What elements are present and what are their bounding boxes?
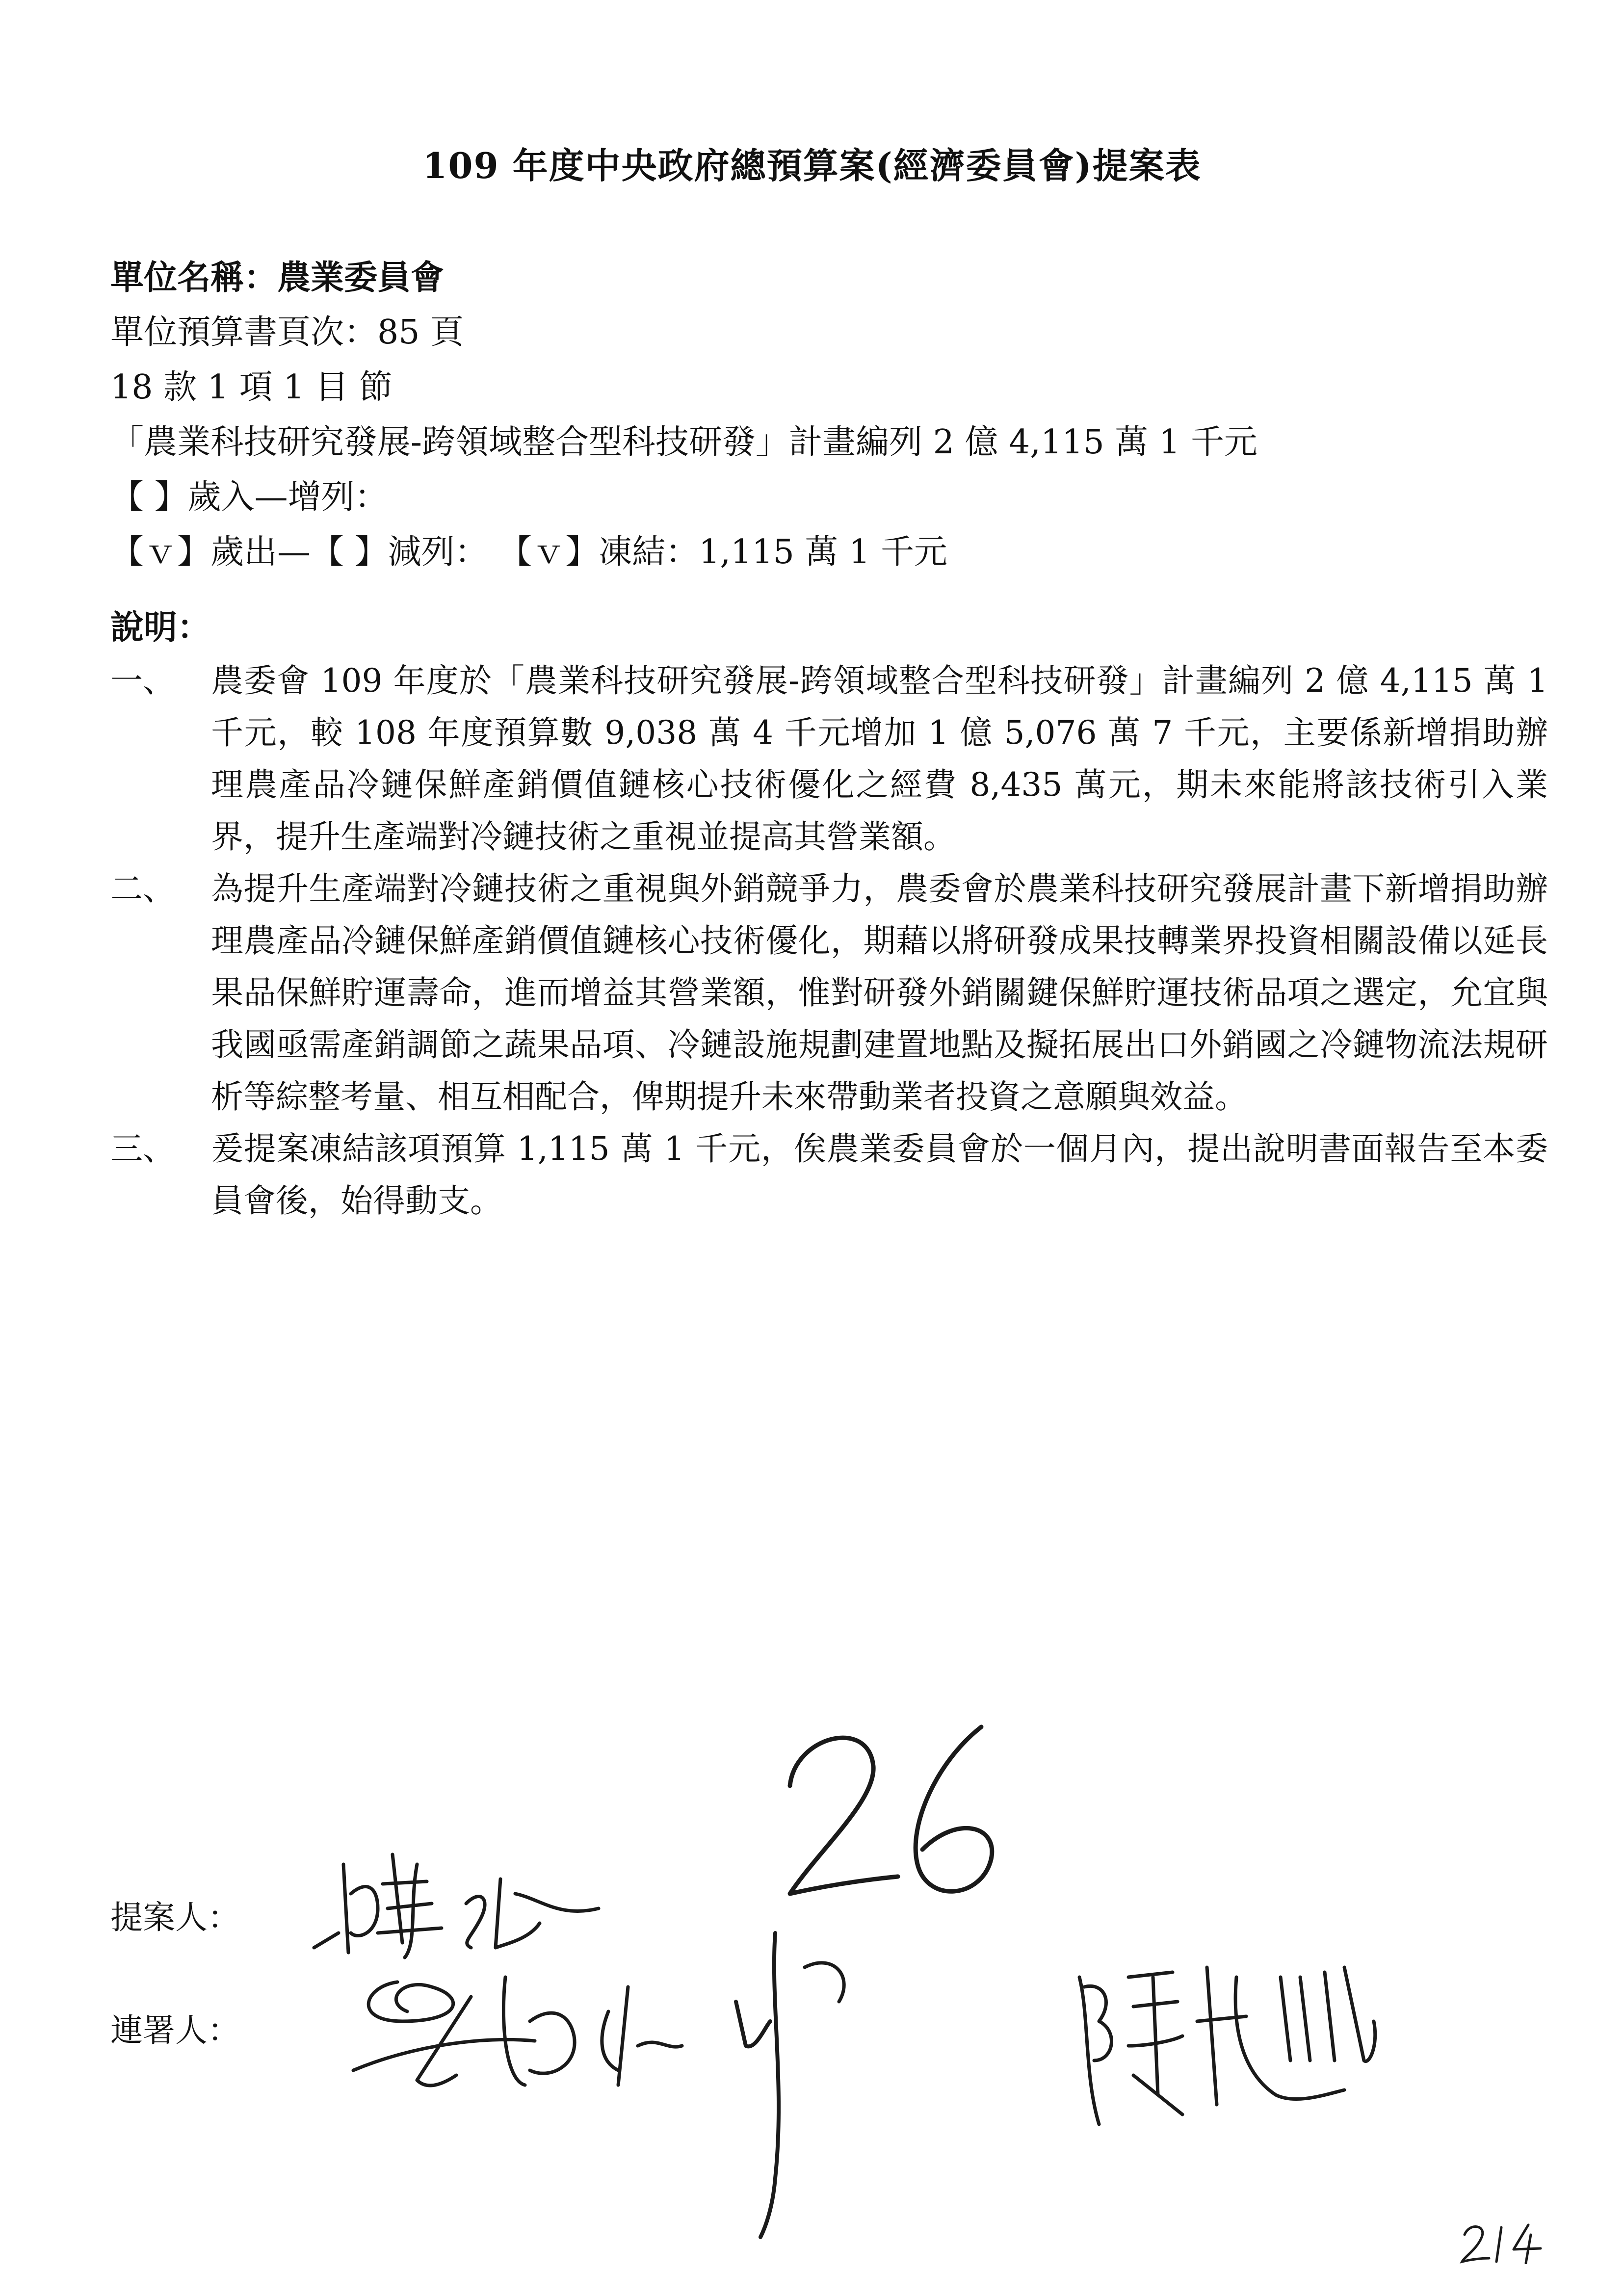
item-reference: 18 款 1 項 1 目 節 <box>110 368 393 407</box>
item-number: 二、 <box>110 870 175 908</box>
item-text: 農委會 109 年度於「農業科技研究發展-跨領域整合型科技研發」計畫編列 2 億 4,115 萬 1 千元，較 108 年度預算數 9,038 萬 4 千元增加 1 億 5,076 萬 7 千元，主要係新增捐助辦理農產品冷鏈保鮮產銷價值鏈核心技術優化之經費 8,435 萬元，期未來能將該技術引入業界，提升生產端對冷鏈技術之重視並提高其營業額。 <box>211 662 1548 856</box>
explanation-label: 說明： <box>110 608 211 647</box>
cosigner-label: 連署人： <box>110 2011 240 2049</box>
document-title: 109 年度中央政府總預算案(經濟委員會)提案表 <box>422 145 1202 186</box>
explanation-item <box>110 1123 1548 1227</box>
program-amount: 「農業科技研究發展-跨領域整合型科技研發」計畫編列 2 億 4,115 萬 1 千元 <box>110 423 1257 462</box>
explanation-item <box>110 863 1548 1123</box>
item-text: 為提升生產端對冷鏈技術之重視與外銷競爭力，農委會於農業科技研究發展計畫下新增捐助辦理農產品冷鏈保鮮產銷價值鏈核心技術優化，期藉以將研發成果技轉業界投資相關設備以延長果品保鮮貯運壽命，進而增益其營業額，惟對研發外銷關鍵保鮮貯運技術品項之選定，允宜與我國亟需產銷調節之蔬果品項、冷鏈設施規劃建置地點及擬拓展出口外銷國之冷鏈物流法規研析等綜整考量、相互相配合，俾期提升未來帶動業者投資之意願與效益。 <box>211 870 1548 1116</box>
cosigner-signature-2 <box>1070 1948 1384 2144</box>
header-block <box>110 250 1533 580</box>
item-number: 三、 <box>110 1130 175 1168</box>
page-number <box>1460 2220 1543 2264</box>
revenue-line: 【 】歲入—增列： <box>110 478 388 517</box>
expenditure-line: 【ｖ】歲出—【 】減列： 【ｖ】凍結：1,115 萬 1 千元 <box>110 533 948 572</box>
cosigner-signature-1 <box>343 1923 971 2242</box>
unit-name: 單位名稱：農業委員會 <box>110 258 445 297</box>
proposer-label: 提案人： <box>110 1899 240 1936</box>
explanation-list <box>110 655 1548 1227</box>
explanation-item <box>110 655 1548 863</box>
handwritten-number <box>775 1707 1006 1913</box>
item-text: 爰提案凍結該項預算 1,115 萬 1 千元，俟農業委員會於一個月內，提出說明書面報告至本委員會後，始得動支。 <box>211 1130 1548 1220</box>
budget-page-ref: 單位預算書頁次：85 頁 <box>110 313 464 352</box>
item-number: 一、 <box>110 662 175 700</box>
